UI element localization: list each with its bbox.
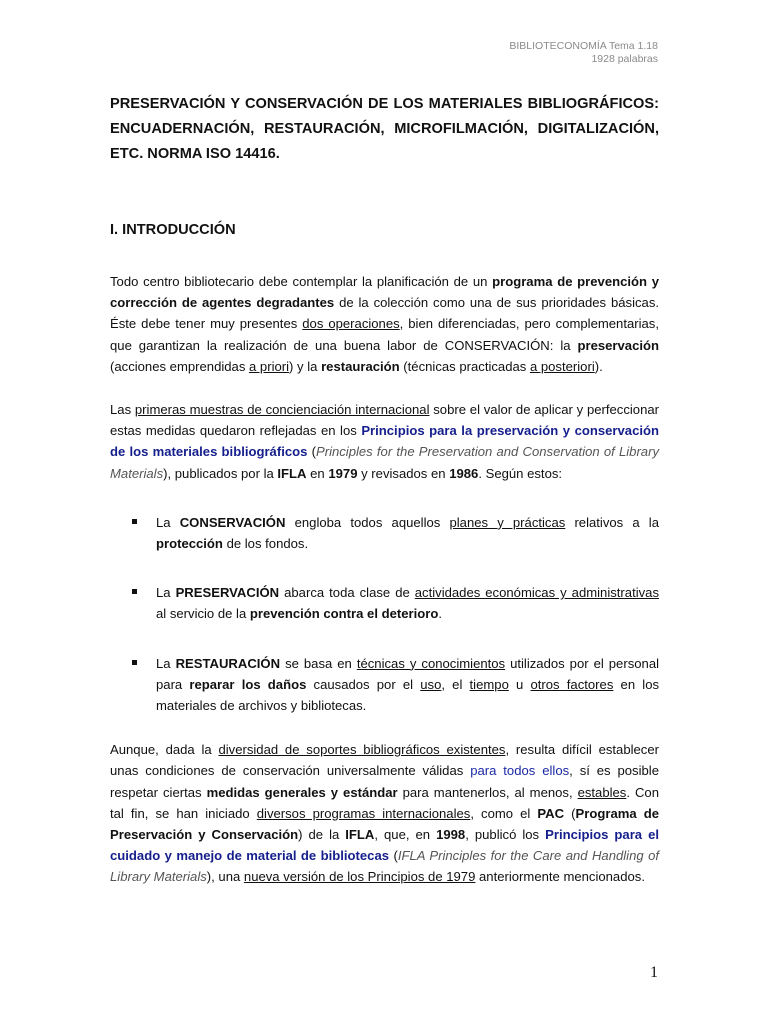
bold-text: IFLA <box>345 827 375 843</box>
text-run: causados por el <box>306 676 421 692</box>
text-run: , publicó los <box>465 827 546 843</box>
header-word-count: 1928 palabras <box>591 53 658 65</box>
bold-text: reparar los daños <box>189 676 307 692</box>
bold-text: CONSERVACIÓN <box>179 514 286 530</box>
highlighted-title: Principios para la preservación y conservación de los materiales bibliográficos <box>110 423 659 460</box>
text-run: relativos a la <box>565 514 659 530</box>
text-run: . <box>438 606 442 622</box>
text-run: en <box>306 465 329 481</box>
text-run: abarca toda clase de <box>279 585 415 601</box>
text-run: Aunque, dada la <box>110 742 219 758</box>
italic-title: IFLA Principles for the Care and Handling of Library Materials <box>110 848 659 885</box>
main-content <box>110 92 659 888</box>
bold-text: 1986 <box>449 465 479 481</box>
highlighted-title: Principios para el cuidado y manejo de material de bibliotecas <box>110 827 659 864</box>
text-run: para mantenerlos, al menos, <box>397 784 578 800</box>
text-run: (acciones emprendidas <box>110 358 250 374</box>
underlined-text: tiempo <box>469 676 509 692</box>
text-run: en los materiales de archivos y bibliotecas. <box>156 676 660 714</box>
underlined-text: diversidad de soportes bibliográficos existentes <box>218 742 506 758</box>
text-run: u <box>508 676 531 692</box>
section-heading: I. INTRODUCCIÓN <box>110 222 236 238</box>
square-bullet-icon <box>132 660 137 665</box>
bold-text: medidas generales y estándar <box>206 784 398 800</box>
colored-text: para todos ellos <box>470 763 570 779</box>
text-run: La <box>156 585 176 601</box>
bold-text: IFLA <box>277 465 307 481</box>
running-header <box>509 40 658 66</box>
text-run: de los fondos. <box>222 536 309 552</box>
text-run: , bien diferenciadas, pero complementarias, que garantizan la realización de una buena labor de CONSERVACIÓN: la <box>110 316 659 353</box>
text-run: ), una <box>206 869 244 885</box>
underlined-text: técnicas y conocimientos <box>356 655 506 671</box>
bold-text: 1998 <box>436 827 466 843</box>
list-item-preservacion <box>110 582 659 624</box>
header-subject: BIBLIOTECONOMÍA Tema 1.18 <box>509 40 658 52</box>
text-run: de la colección como una de sus prioridades básicas. Éste debe tener muy presentes <box>110 295 660 332</box>
text-run: ), publicados por la <box>163 465 278 481</box>
underlined-text: primeras muestras de concienciación internacional <box>134 402 430 418</box>
underlined-text: planes y prácticas <box>449 514 566 530</box>
text-run: , resulta difícil establecer unas condiciones de conservación universalmente válidas <box>110 742 659 779</box>
underlined-text: uso <box>420 676 442 692</box>
text-run: . Según estos: <box>478 465 563 481</box>
text-run: ( <box>389 848 398 864</box>
underlined-text: a priori <box>249 358 290 374</box>
underlined-text: diversos programas internacionales <box>256 805 471 821</box>
underlined-text: actividades económicas y administrativas <box>414 585 659 601</box>
text-run: . Con tal fin, se han iniciado <box>110 784 659 821</box>
document-title: PRESERVACIÓN Y CONSERVACIÓN DE LOS MATERIALES BIBLIOGRÁFICOS: ENCUADERNACIÓN, RESTAURACIÓN, MICROFILMACIÓN, DIGITALIZACIÓN, ETC. NORMA ISO 14416. <box>110 96 659 162</box>
bold-text: preservación <box>577 337 659 353</box>
bold-text: Programa de Preservación y Conservación <box>110 805 660 843</box>
bold-text: PAC <box>537 805 565 821</box>
underlined-text: a posteriori <box>529 358 595 374</box>
italic-title: Principles for the Preservation and Conservation of Library Materials <box>110 444 659 481</box>
underlined-text: estables <box>577 784 627 800</box>
text-run: sobre el valor de aplicar y perfeccionar estas medidas quedaron reflejadas en los <box>110 402 659 439</box>
text-run: (técnicas practicadas <box>399 358 530 374</box>
text-run: Todo centro bibliotecario debe contemplar la planificación de un <box>110 274 493 289</box>
text-run: ( <box>307 444 316 460</box>
text-run: anteriormente mencionados. <box>475 869 645 885</box>
bold-text: protección <box>156 536 223 552</box>
text-run: engloba todos aquellos <box>285 514 450 530</box>
text-run: La <box>156 655 176 671</box>
paragraph-intro <box>110 271 659 377</box>
text-run: , como el <box>470 805 538 821</box>
text-run: ) y la <box>289 358 322 374</box>
text-run: utilizados por el personal para <box>156 655 660 692</box>
paragraph-ifla-principles <box>110 399 659 484</box>
text-run: al servicio de la <box>156 606 250 622</box>
definitions-list <box>110 512 659 716</box>
underlined-text: nueva versión de los Principios de 1979 <box>243 869 476 885</box>
text-run: y revisados en <box>357 465 450 481</box>
bold-text: RESTAURACIÓN <box>175 655 281 671</box>
text-run: La <box>156 514 180 530</box>
underlined-text: otros factores <box>530 676 614 692</box>
text-run: , el <box>441 676 470 692</box>
bold-text: prevención contra el deterioro <box>249 606 439 622</box>
page-number: 1 <box>650 964 658 981</box>
text-run: ( <box>564 805 576 821</box>
list-item-restauracion <box>110 653 659 717</box>
bold-text: programa de prevención y corrección de agentes degradantes <box>110 274 659 311</box>
paragraph-pac-program <box>110 739 659 887</box>
bold-text: PRESERVACIÓN <box>175 585 280 601</box>
text-run: ) de la <box>298 827 346 843</box>
list-item-conservacion <box>110 512 659 554</box>
underlined-text: dos operaciones <box>302 316 400 332</box>
text-run: , que, en <box>374 827 437 843</box>
bold-text: restauración <box>321 358 400 374</box>
square-bullet-icon <box>132 519 137 524</box>
text-run: se basa en <box>280 655 357 671</box>
bold-text: 1979 <box>328 465 358 481</box>
text-run: , sí es posible respetar ciertas <box>110 763 659 800</box>
text-run: Las <box>110 402 135 418</box>
square-bullet-icon <box>132 589 137 594</box>
text-run: ). <box>594 358 603 374</box>
